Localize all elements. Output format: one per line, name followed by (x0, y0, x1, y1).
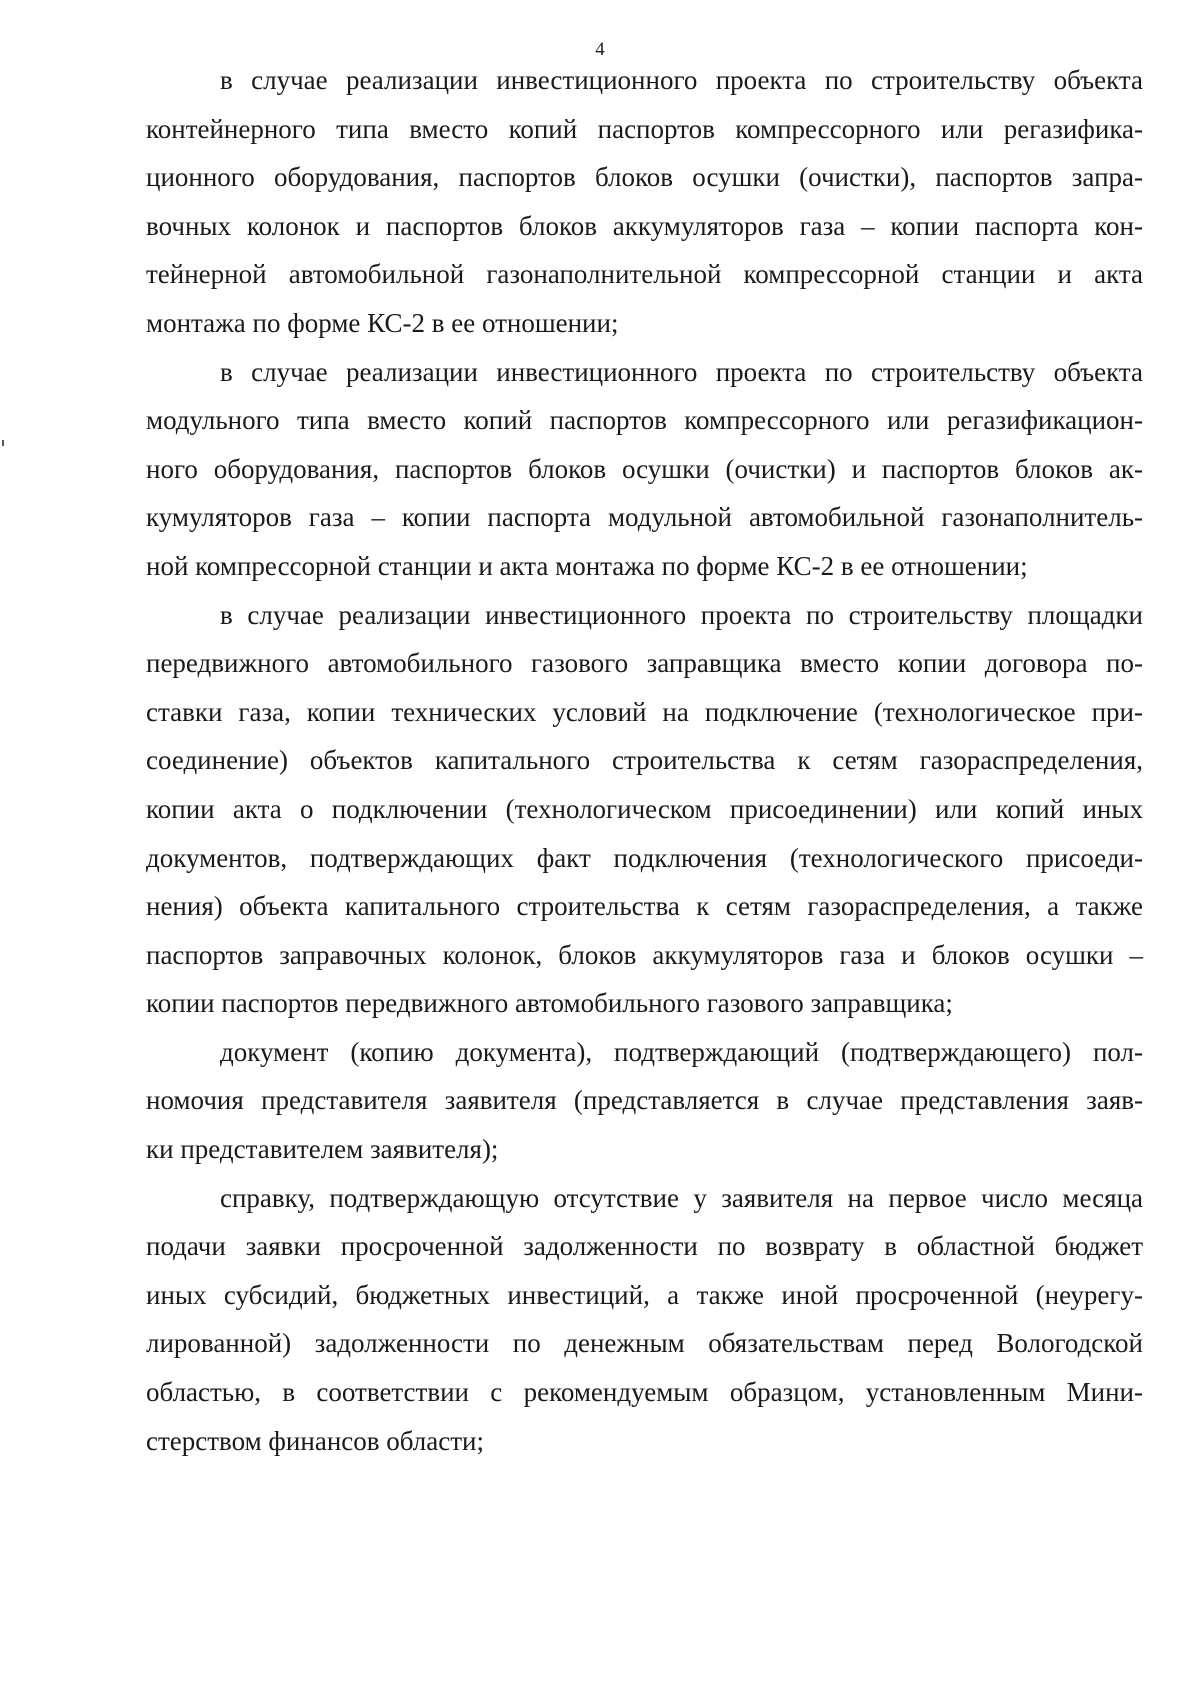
text-line: ставки газа, копии технических условий на подключение (технологическое при- (146, 696, 1143, 727)
text-line: кумуляторов газа – копии паспорта модульной автомобильной газонаполнитель- (146, 502, 1143, 533)
text-line: монтажа по форме КС-2 в ее отношении; (146, 307, 619, 338)
text-line: копии паспортов передвижного автомобильного газового заправщика; (146, 988, 953, 1019)
text-line: иных субсидий, бюджетных инвестиций, а также иной просроченной (неурегу- (146, 1279, 1143, 1310)
text-line: ной компрессорной станции и акта монтажа по форме КС-2 в ее отношении; (146, 550, 1028, 581)
paragraph-3 (146, 591, 1143, 1028)
text-line: документ (копию документа), подтверждающий (подтверждающего) пол- (220, 1036, 1143, 1067)
text-line: копии акта о подключении (технологическом присоединении) или копий иных (146, 793, 1143, 824)
text-line: в случае реализации инвестиционного проекта по строительству объекта (220, 65, 1143, 95)
paragraph-4 (146, 1028, 1143, 1174)
paragraph-5 (146, 1174, 1143, 1466)
text-line: лированной) задолженности по денежным обязательствам перед Вологодской (146, 1328, 1143, 1359)
document-body (146, 56, 1143, 1465)
text-line: в случае реализации инвестиционного проекта по строительству площадки (220, 599, 1143, 630)
text-line: передвижного автомобильного газового заправщика вместо копии договора по- (146, 648, 1143, 679)
text-line: модульного типа вместо копий паспортов компрессорного или регазификацион- (146, 405, 1143, 436)
text-line: документов, подтверждающих факт подключения (технологического присоеди- (146, 842, 1143, 873)
text-line: стерством финансов области; (146, 1425, 485, 1456)
text-line: справку, подтверждающую отсутствие у заявителя на первое число месяца (220, 1182, 1143, 1213)
text-line: вочных колонок и паспортов блоков аккумуляторов газа – копии паспорта кон- (146, 210, 1143, 241)
text-line: подачи заявки просроченной задолженности по возврату в областной бюджет (146, 1231, 1143, 1262)
text-line: соединение) объектов капитального строительства к сетям газораспределения, (146, 745, 1143, 776)
text-line: ки представителем заявителя); (146, 1134, 499, 1165)
text-line: тейнерной автомобильной газонаполнительной компрессорной станции и акта (146, 259, 1143, 290)
page-number: 4 (595, 39, 605, 60)
text-line: номочия представителя заявителя (представляется в случае представления заяв- (146, 1085, 1143, 1116)
text-line: в случае реализации инвестиционного проекта по строительству объекта (220, 356, 1143, 387)
text-line: областью, в соответствии с рекомендуемым образцом, установленным Мини- (146, 1377, 1143, 1408)
text-line: ционного оборудования, паспортов блоков осушки (очистки), паспортов запра- (146, 162, 1143, 193)
text-line: нения) объекта капитального строительства к сетям газораспределения, а также (146, 891, 1143, 922)
scan-artifact (2, 440, 4, 446)
text-line: паспортов заправочных колонок, блоков аккумуляторов газа и блоков осушки – (146, 939, 1143, 970)
paragraph-1 (146, 56, 1143, 348)
text-line: ного оборудования, паспортов блоков осушки (очистки) и паспортов блоков ак- (146, 453, 1143, 484)
paragraph-2 (146, 348, 1143, 591)
text-line: контейнерного типа вместо копий паспортов компрессорного или регазифика- (146, 113, 1143, 144)
